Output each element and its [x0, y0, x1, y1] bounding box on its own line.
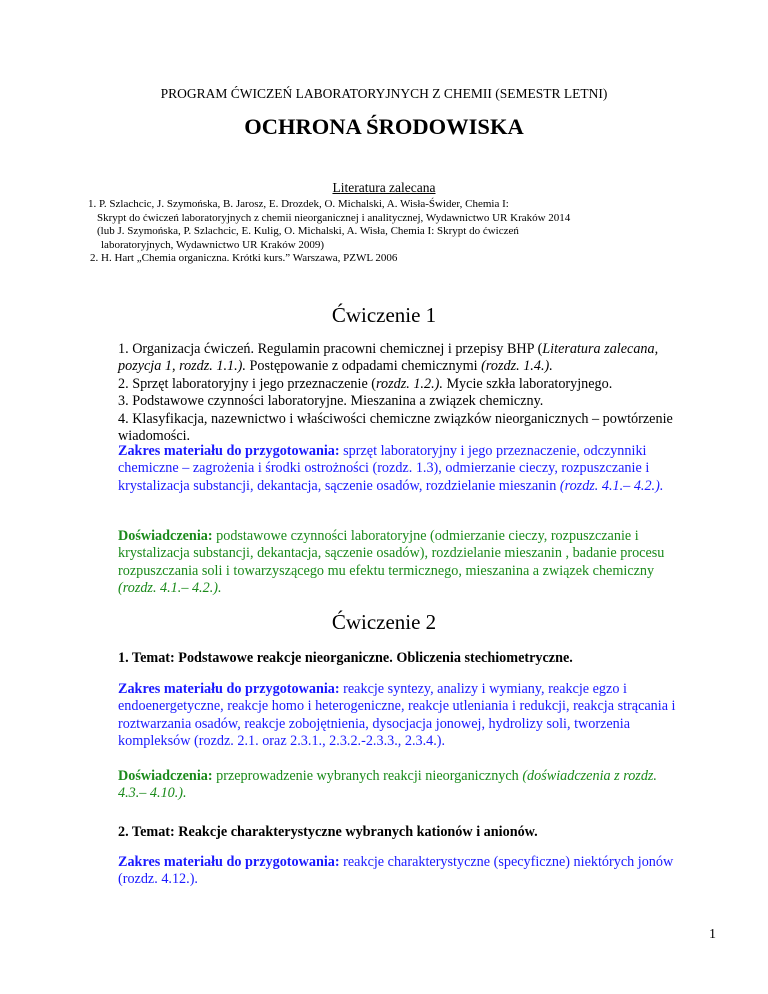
exercise-1-topic-2: 2. Sprzęt laboratoryjny i jego przeznaczenie (rozdz. 1.2.). Mycie szkła laboratoryjnego.: [118, 375, 613, 392]
literature-item-2: 2. H. Hart „Chemia organiczna. Krótki kurs.” Warszawa, PZWL 2006: [90, 252, 398, 265]
literature-item-1-line-4: laboratoryjnych, Wydawnictwo UR Kraków 2009): [101, 238, 325, 251]
exercise-1-topics: [118, 341, 678, 445]
exercise-2-experiments-1: Doświadczenia: przeprowadzenie wybranych reakcji nieorganicznych (doświadczenia z rozdz. 4.3.– 4.10.).: [118, 768, 657, 802]
literature-list: [88, 198, 708, 266]
literature-item-1-line-3: (lub J. Szymońska, P. Szlachcic, E. Kulig, O. Michalski, A. Wisła, Chemia I: Skrypt do ćwiczeń: [97, 225, 519, 238]
exercise-2-scope-1: Zakres materiału do przygotowania: reakcje syntezy, analizy i wymiany, reakcje egzo i endoenergetyczne, reakcje homo i heterogeniczne, reakcje utleniania i redukcji, reakcja strącania i roztwarzania osadów, reakcje zobojętnienia, dysocjacja jonowej, hydrolizy soli, tworzenia kompleksów (rozdz. 2.1. oraz 2.3.1., 2.3.2.-2.3.3., 2.3.4.).: [118, 681, 676, 750]
exercise-1-scope-label: Zakres materiału do przygotowania:: [118, 443, 340, 459]
literature-heading: Literatura zalecana: [332, 180, 436, 195]
page-number: 1: [709, 927, 716, 942]
exercise-1-topic-1: 1. Organizacja ćwiczeń. Regulamin pracowni chemicznej i przepisy BHP (Literatura zalecana, pozycja 1, rozdz. 1.1.). Postępowanie z odpadami chemicznymi (rozdz. 1.4.).: [118, 341, 659, 375]
exercise-1-scope: Zakres materiału do przygotowania: sprzęt laboratoryjny i jego przeznaczenie, odczynniki chemiczne – zagrożenia i środki ostrożności (rozdz. 1.3), odmierzanie cieczy, rozpuszczanie i krystalizacja substancji, dekantacja, sączenie osadów, rozdzielanie mieszanin (rozdz. 4.1.– 4.2.).: [118, 443, 664, 494]
program-header: PROGRAM ĆWICZEŃ LABORATORYJNYCH Z CHEMII (SEMESTR LETNI): [160, 86, 608, 101]
exercise-1-heading: Ćwiczenie 1: [331, 303, 437, 327]
exercise-1-experiments-label: Doświadczenia:: [118, 528, 213, 544]
exercise-1-topic-3: 3. Podstawowe czynności laboratoryjne. Mieszanina a związek chemiczny.: [118, 393, 544, 410]
exercise-2-scope-2: Zakres materiału do przygotowania: reakcje charakterystyczne (specyficzne) niektórych jonów (rozdz. 4.12.).: [118, 854, 674, 888]
exercise-2-topic-2: 2. Temat: Reakcje charakterystyczne wybranych kationów i anionów.: [118, 824, 538, 840]
literature-item-1-line-2: Skrypt do ćwiczeń laboratoryjnych z chemii nieorganicznej i analitycznej, Wydawnictwo UR Kraków 2014: [97, 211, 571, 224]
literature-item-1-line-1: 1. P. Szlachcic, J. Szymońska, B. Jarosz, E. Drozdek, O. Michalski, A. Wisła-Świder, Chemia I:: [88, 198, 509, 210]
exercise-2-heading: Ćwiczenie 2: [331, 610, 437, 634]
exercise-1-topic-4: 4. Klasyfikacja, nazewnictwo i właściwości chemiczne związków nieorganicznych – powtórzenie wiadomości.: [118, 410, 673, 445]
exercise-1-experiments: Doświadczenia: podstawowe czynności laboratoryjne (odmierzanie cieczy, rozpuszczanie i krystalizacja substancji, dekantacja, sączenie osadów), rozdzielanie mieszanin , badanie procesu rozpuszczania soli i towarzyszącego mu efektu termicznego, mieszanina a związek chemiczny (rozdz. 4.1.– 4.2.).: [118, 528, 665, 597]
page-title: OCHRONA ŚRODOWISKA: [244, 114, 524, 139]
exercise-2-topic-1: 1. Temat: Podstawowe reakcje nieorganiczne. Obliczenia stechiometryczne.: [118, 650, 573, 666]
